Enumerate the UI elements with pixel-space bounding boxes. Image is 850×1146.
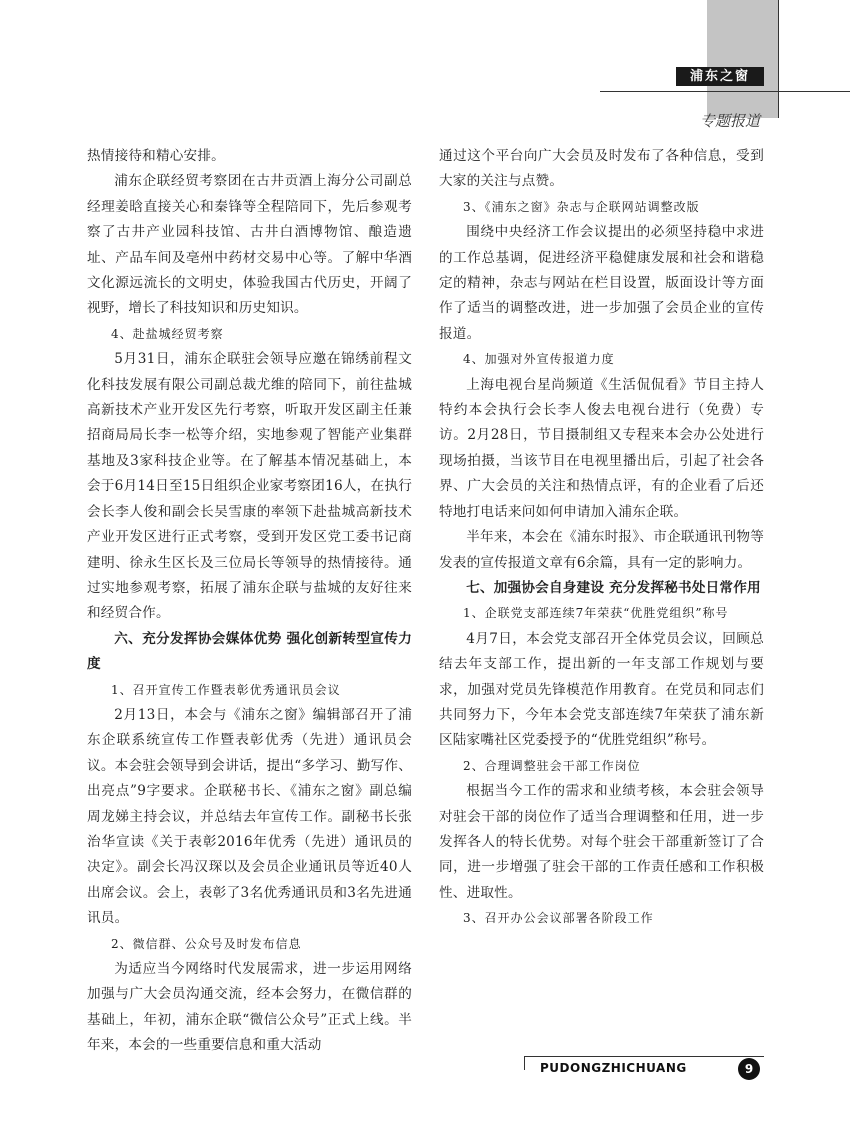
paragraph: 通过这个平台向广大会员及时发布了各种信息，受到大家的关注与点赞。 (439, 148, 764, 190)
magazine-logo: 浦东之窗 (676, 67, 764, 86)
subsection-heading: 1、召开宣传工作暨表彰优秀通讯员会议 (111, 682, 341, 697)
section-heading: 七、加强协会自身建设 充分发挥秘书处日常作用 (466, 579, 761, 596)
subsection-heading: 2、合理调整驻会干部工作岗位 (463, 758, 641, 773)
paragraph: 浦东企联经贸考察团在古井贡酒上海分公司副总经理姜晗直接关心和秦锋等全程陪同下，先后参观考察了古井产业园科技馆、古井白酒博物馆、酿造遗址、产品车间及亳州中药材交易中心等。了解中华酒文化源远流长的文明史，体验我国古代历史，开阔了视野，增长了科技知识和历史知识。 (87, 173, 412, 317)
subsection-heading: 4、赴盐城经贸考察 (111, 326, 224, 341)
header-vertical-rule (778, 0, 779, 118)
header-gray-tab (707, 0, 778, 118)
section-heading: 六、充分发挥协会媒体优势 强化创新转型宣传力度 (87, 630, 412, 673)
paragraph: 为适应当今网络时代发展需求，进一步运用网络加强与广大会员沟通交流，经本会努力，在微信群的基础上，年初，浦东企联“微信公众号”正式上线。半年来，本会的一些重要信息和重大活动 (87, 961, 412, 1054)
section-title: 专题报道 (699, 112, 760, 130)
footer-brand: PUDONGZHICHUANG (540, 1061, 687, 1075)
paragraph: 上海电视台星尚频道《生活侃侃看》节目主持人特约本会执行会长李人俊去电视台进行（免费）专访。2月28日，节目摄制组又专程来本会办公处进行现场拍摄，当该节目在电视里播出后，引起了社会各界、广大会员的关注和热情点评，有的企业看了后还特地打电话来问如何申请加入浦东企联。 (439, 376, 764, 520)
paragraph: 2月13日，本会与《浦东之窗》编辑部召开了浦东企联系统宣传工作暨表彰优秀（先进）通讯员会议。本会驻会领导到会讲话，提出“多学习、勤写作、出亮点”9字要求。企联秘书长、《浦东之窗》副总编周龙娣主持会议，并总结去年宣传工作。副秘书长张治华宣读《关于表彰2016年优秀（先进）通讯员的决定》。副会长冯汉琛以及会员企业通讯员等近40人出席会议。会上，表彰了3名优秀通讯员和3名先进通讯员。 (87, 706, 412, 927)
paragraph: 围绕中央经济工作会议提出的必须坚持稳中求进的工作总基调，促进经济平稳健康发展和社会和谐稳定的精神，杂志与网站在栏目设置，版面设计等方面作了适当的调整改进，进一步加强了会员企业的宣传报道。 (439, 224, 764, 342)
paragraph: 4月7日，本会党支部召开全体党员会议，回顾总结去年支部工作，提出新的一年支部工作规划与要求，加强对党员先锋模范作用教育。在党员和同志们共同努力下，今年本会党支部连续7年荣获了浦东新区陆家嘴社区党委授予的“优胜党组织”称号。 (439, 630, 764, 749)
footer-vertical-rule (524, 1056, 525, 1070)
header-horizontal-rule (600, 91, 850, 92)
subsection-heading: 3、《浦东之窗》杂志与企联网站调整改版 (463, 199, 700, 214)
subsection-heading: 1、企联党支部连续7年荣获“优胜党组织”称号 (463, 606, 729, 621)
page-number: 9 (738, 1058, 760, 1080)
subsection-heading: 3、召开办公会议部署各阶段工作 (463, 911, 654, 926)
footer-rule (524, 1056, 764, 1057)
paragraph: 根据当今工作的需求和业绩考核，本会驻会领导对驻会干部的岗位作了适当合理调整和任用，进一步发挥各人的特长优势。对每个驻会干部重新签订了合同，进一步增强了驻会干部的工作责任感和工作积极性、进取性。 (439, 783, 764, 901)
subsection-heading: 2、微信群、公众号及时发布信息 (111, 936, 302, 951)
right-column (439, 144, 764, 932)
paragraph: 5月31日，浦东企联驻会领导应邀在锦绣前程文化科技发展有限公司副总裁尤维的陪同下，前往盐城高新技术产业开发区先行考察，听取开发区副主任兼招商局局长李一松等介绍，实地参观了智能产业集群基地及3家科技企业等。在了解基本情况基础上，本会于6月14日至15日组织企业家考察团16人，在执行会长李人俊和副会长吴雪康的率领下赴盐城高新技术产业开发区进行正式考察，受到开发区党工委书记商建明、徐永生区长及三位局长等领导的热情接待。通过实地参观考察，拓展了浦东企联与盐城的友好往来和经贸合作。 (87, 351, 412, 622)
left-column (87, 144, 412, 1059)
paragraph: 热情接待和精心安排。 (87, 148, 225, 164)
subsection-heading: 4、加强对外宣传报道力度 (463, 352, 615, 367)
paragraph: 半年来，本会在《浦东时报》、市企联通讯刊物等发表的宣传报道文章有6余篇，具有一定的影响力。 (439, 529, 764, 571)
